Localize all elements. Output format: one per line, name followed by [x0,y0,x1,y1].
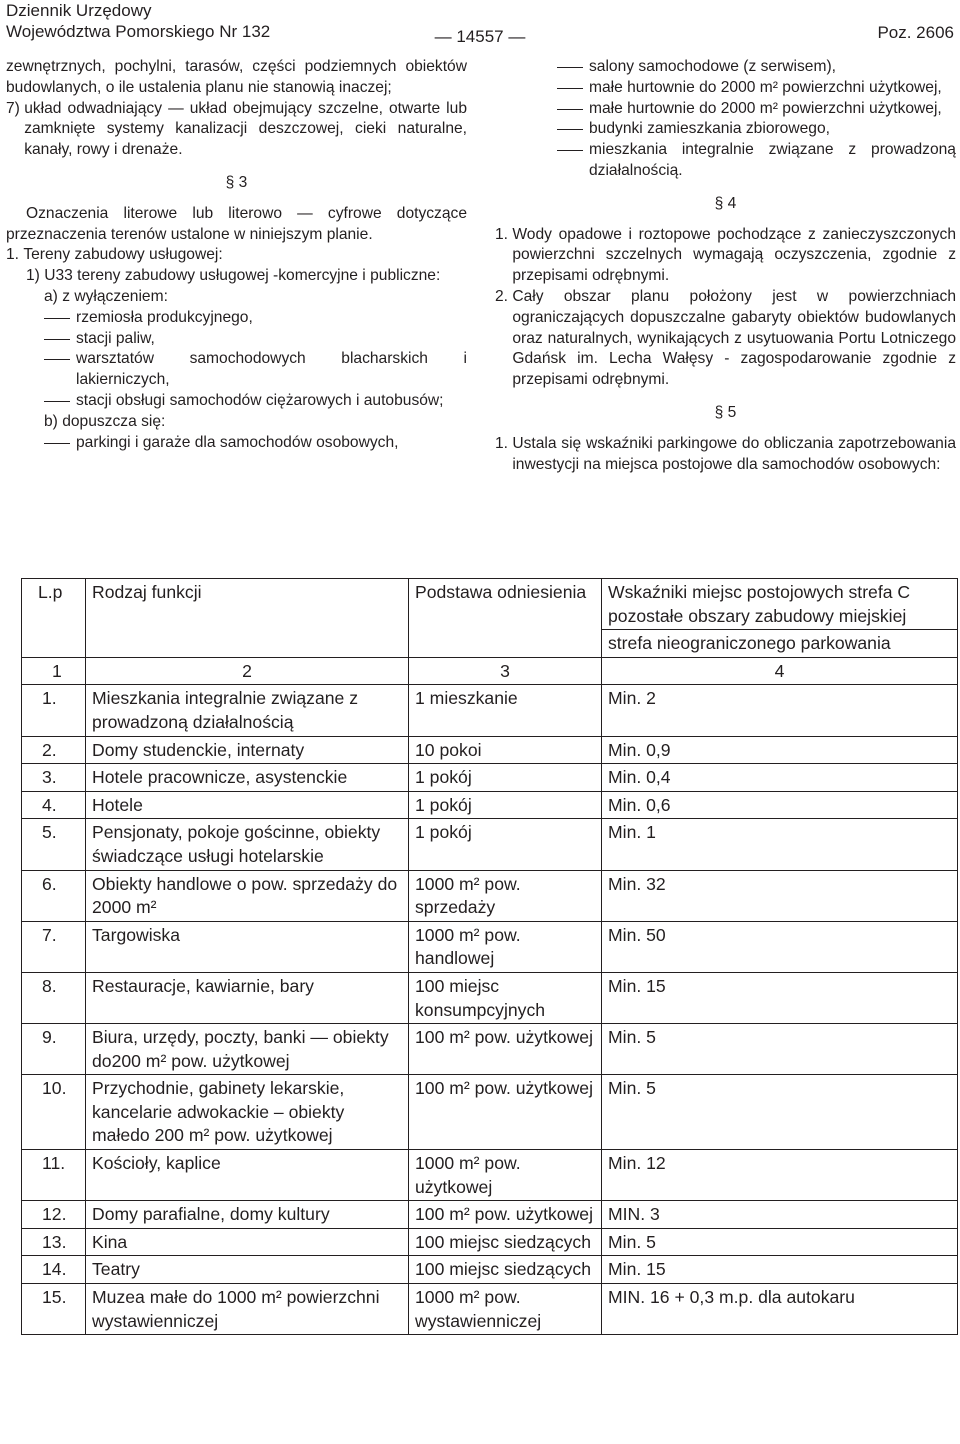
header-function: Rodzaj funkcji [86,579,409,658]
cell-value: Min. 2 [602,685,958,736]
table-row [22,1201,958,1229]
cell-basis: 100 miejsc konsumpcyjnych [409,972,602,1023]
table-row [22,819,958,870]
point-text: Tereny zabudowy usługowej: [23,246,223,264]
dash-icon [557,140,583,182]
cell-lp: 13. [22,1228,86,1256]
dash-icon [44,308,70,329]
list-item [557,57,956,78]
cell-function: Kościoły, kaplice [86,1150,409,1201]
dash-icon [557,119,583,140]
continued-paragraph: zewnętrznych, pochylni, tarasów, części podziemnych obiektów budowlanych, o ile ustalenia planu nie stanowią inaczej; [6,58,467,96]
subpoint-text: U33 tereny zabudowy usługowej -komercyjne i publiczne: [44,267,441,285]
cell-lp: 5. [22,819,86,870]
letter-b-list [6,433,467,454]
cell-basis: 1000 m² pow. sprzedaży [409,870,602,921]
column-number-row [22,657,958,685]
list-text: układ odwadniający — układ obejmujący szczelne, otwarte lub zamknięte systemy kanalizacji deszczowej, cieki naturalne, kanały, rowy i drenaże. [24,99,467,159]
list-text: rzemiosła produkcyjnego, [76,308,253,326]
point-1 [6,245,467,266]
header-zone: strefa nieograniczonego parkowania [602,630,958,658]
cell-basis: 100 m² pow. użytkowej [409,1024,602,1075]
header-lp: L.p [22,579,86,658]
cell-function: Muzea małe do 1000 m² powierzchni wystawienniczej [86,1284,409,1335]
letter-b: b) dopuszcza się: [44,412,166,430]
point-number: 2. [495,287,513,305]
cell-function: Hotele [86,791,409,819]
list-item [557,119,956,140]
table-header-row [22,579,958,630]
section-3-intro: Oznaczenia literowe lub literowo — cyfrowe dotyczące przeznaczenia terenów ustalone w niniejszym planie. [6,204,467,243]
cell-function: Domy studenckie, internaty [86,736,409,764]
cell-lp: 6. [22,870,86,921]
point-text: Cały obszar planu położony jest w powierzchniach ograniczających dopuszczalne gabaryty obiektów budowlanych oraz naturalnych, wynikających z usytuowania Portu Lotniczego Gdańsk im. Lecha Wałęsy - zagospodarowanie zgodnie z przepisami odrębnymi. [512,287,956,389]
table-row [22,1256,958,1284]
header-indicators: Wskaźniki miejsc postojowych strefa C pozostałe obszary zabudowy miejskiej [602,579,958,630]
cell-lp: 4. [22,791,86,819]
cell-function: Domy parafialne, domy kultury [86,1201,409,1229]
list-item-7 [6,99,467,161]
list-text: salony samochodowe (z serwisem), [589,58,836,75]
cell-function: Hotele pracownicze, asystenckie [86,764,409,792]
cell-basis: 1000 m² pow. użytkowej [409,1150,602,1201]
cell-value: MIN. 3 [602,1201,958,1229]
cell-lp: 7. [22,921,86,972]
cell-lp: 1. [22,685,86,736]
cell-lp: 9. [22,1024,86,1075]
list-number: 7) [6,99,25,117]
cell-lp: 14. [22,1256,86,1284]
letter-a-list [6,308,467,412]
cell-basis: 1000 m² pow. handlowej [409,921,602,972]
cell-value: Min. 5 [602,1075,958,1150]
cell-basis: 100 miejsc siedzących [409,1228,602,1256]
gazette-issue: Województwa Pomorskiego Nr 132 [6,22,271,41]
dash-icon [557,99,583,120]
dash-icon [44,349,70,391]
cell-basis: 100 m² pow. użytkowej [409,1075,602,1150]
cell-lp: 8. [22,972,86,1023]
list-text: stacji obsługi samochodów ciężarowych i autobusów; [76,391,444,409]
point-text: Wody opadowe i roztopowe pochodzące z zanieczyszczonych powierzchni szczelnych wymagają oczyszczenia, zgodnie z przepisami odrębnymi. [512,225,956,285]
table-row [22,685,958,736]
cell-lp: 15. [22,1284,86,1335]
cell-function: Mieszkania integralnie związane z prowadzoną działalnością [86,685,409,736]
dash-icon [44,329,70,350]
column-number: 2 [86,657,409,685]
cell-lp: 11. [22,1150,86,1201]
section-4-point-1 [495,225,956,287]
subpoint-1 [6,266,467,287]
column-number: 3 [409,657,602,685]
list-item [557,78,956,99]
dash-icon [557,57,583,78]
column-number: 1 [22,657,86,685]
cell-function: Restauracje, kawiarnie, bary [86,972,409,1023]
point-text: Ustala się wskaźniki parkingowe do obliczania zapotrzebowania inwestycji na miejsca postojowe dla samochodów osobowych: [512,434,956,473]
cell-lp: 3. [22,764,86,792]
table-row [22,791,958,819]
header-basis: Podstawa odniesienia [409,579,602,658]
table-row [22,921,958,972]
list-item [44,433,467,454]
table-row [22,1150,958,1201]
section-5-point-1 [495,434,956,476]
table-row [22,736,958,764]
cell-basis: 1 pokój [409,764,602,792]
list-text: małe hurtownie do 2000 m² powierzchni użytkowej, [589,78,942,96]
left-column [6,57,467,453]
cell-function: Kina [86,1228,409,1256]
section-4-heading: § 4 [714,194,737,212]
table-row [22,764,958,792]
cell-value: Min. 0,6 [602,791,958,819]
cell-basis: 1 pokój [409,819,602,870]
cell-value: Min. 0,9 [602,736,958,764]
cell-basis: 100 miejsc siedzących [409,1256,602,1284]
column-number: 4 [602,657,958,685]
table-row [22,972,958,1023]
cell-value: Min. 5 [602,1228,958,1256]
page-number: — 14557 — [434,27,526,46]
list-text: warsztatów samochodowych blacharskich i lakierniczych, [76,350,467,389]
cell-function: Przychodnie, gabinety lekarskie, kancelarie adwokackie – obiekty małedo 200 m² pow. użytkowej [86,1075,409,1150]
subpoint-number: 1) [26,267,45,285]
cell-value: Min. 0,4 [602,764,958,792]
cell-lp: 10. [22,1075,86,1150]
cell-basis: 10 pokoi [409,736,602,764]
dash-icon [557,78,583,99]
cell-value: Min. 50 [602,921,958,972]
cell-value: Min. 15 [602,972,958,1023]
list-item [557,99,956,120]
list-text: stacji paliw, [76,329,155,347]
cell-basis: 1 pokój [409,791,602,819]
list-item [44,391,467,412]
cell-lp: 12. [22,1201,86,1229]
table-row [22,1075,958,1150]
list-text: mieszkania integralnie związane z prowadzoną działalnością. [589,141,956,179]
letter-a: a) z wyłączeniem: [44,287,168,305]
point-number: 1. [495,434,513,452]
position-number: Poz. 2606 [877,23,954,42]
gazette-title: Dziennik Urzędowy [6,1,152,20]
list-item [557,140,956,182]
point-number: 1. [495,225,513,243]
cell-value: Min. 15 [602,1256,958,1284]
dash-icon [44,433,70,454]
list-text: budynki zamieszkania zbiorowego, [589,120,830,138]
list-text: parkingi i garaże dla samochodów osobowych, [76,433,399,451]
right-column [495,57,956,475]
list-text: małe hurtownie do 2000 m² powierzchni użytkowej, [589,99,942,117]
cell-value: Min. 1 [602,819,958,870]
cell-basis: 1 mieszkanie [409,685,602,736]
table-row [22,1284,958,1335]
cell-function: Obiekty handlowe o pow. sprzedaży do 2000 m² [86,870,409,921]
dash-icon [44,391,70,412]
cell-lp: 2. [22,736,86,764]
cell-basis: 1000 m² pow. wystawienniczej [409,1284,602,1335]
list-item [44,349,467,391]
cell-function: Teatry [86,1256,409,1284]
parking-indicators-table [21,578,958,1335]
table-row [22,1024,958,1075]
list-item [44,308,467,329]
section-3-heading: § 3 [225,173,248,191]
table-row [22,1228,958,1256]
section-4-point-2 [495,287,956,391]
cell-function: Biura, urzędy, poczty, banki — obiekty do200 m² pow. użytkowej [86,1024,409,1075]
cell-value: MIN. 16 + 0,3 m.p. dla autokaru [602,1284,958,1335]
cell-basis: 100 m² pow. użytkowej [409,1201,602,1229]
cell-function: Targowiska [86,921,409,972]
table-row [22,870,958,921]
list-item [44,329,467,350]
cell-value: Min. 32 [602,870,958,921]
section-5-heading: § 5 [714,403,737,421]
point-number: 1. [6,246,24,264]
cell-value: Min. 5 [602,1024,958,1075]
cell-value: Min. 12 [602,1150,958,1201]
continued-list [495,57,956,182]
cell-function: Pensjonaty, pokoje gościnne, obiekty świadczące usługi hotelarskie [86,819,409,870]
